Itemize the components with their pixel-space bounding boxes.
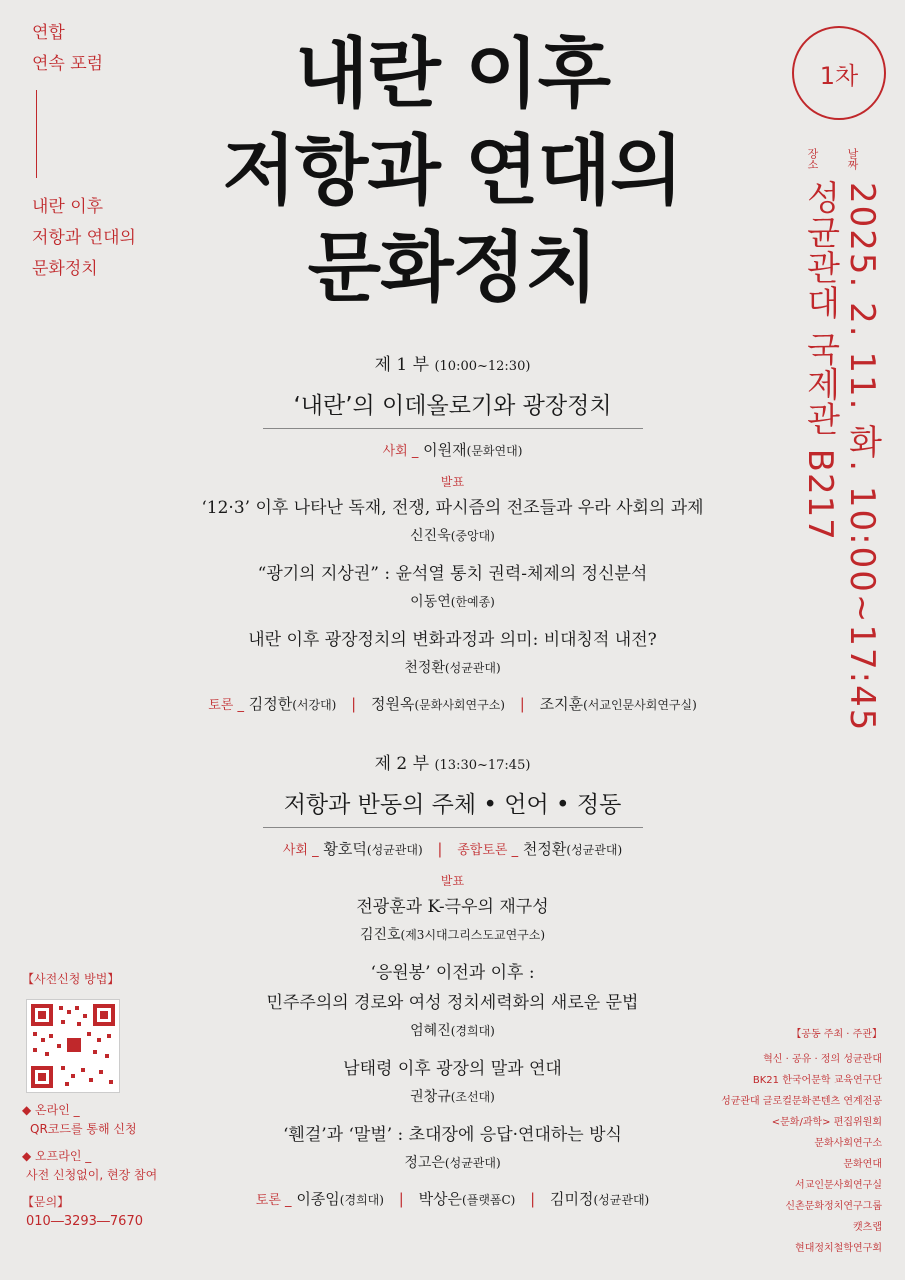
host-item: BK21 한국어문학 교육연구단 [752,1075,882,1086]
presentations-label: 발표 [440,874,465,888]
presenter [150,922,755,948]
presenter-name: 김진호 [359,927,401,943]
host-item: 캣츠랩 [853,1222,882,1233]
presenter-name: 천정환 [404,660,445,676]
theme-line2: 저항과 연대의 [32,228,136,248]
divider [36,90,37,178]
talk-title: ‘휀걸’과 ‘말벌’ : 초대장에 응답·연대하는 방식 [283,1125,622,1145]
discussant-name: 김정한 [248,695,293,713]
moderator-label: 사회 _ [382,444,419,459]
separator: | [398,1190,404,1208]
online-method: QR코드를 통해 신청 [30,1122,137,1136]
presenter [150,655,755,681]
talk-title: 남태령 이후 광장의 말과 연대 [343,1059,562,1079]
discussant-aff: (플랫폼C) [462,1193,516,1207]
session1-header [150,350,755,382]
host-item: 혁신 · 공유 · 정의 성균관대 [763,1054,882,1065]
general-discussion-label: 종합토론 _ [457,843,519,858]
offline-method: 사전 신청없이, 현장 참여 [26,1168,158,1182]
discussant-aff: (성균관대) [593,1193,650,1207]
discussant-aff: (서강대) [292,698,337,712]
session2-time: (13:30~17:45) [434,758,531,773]
host-item: 성균관대 글로컬문화콘텐츠 연계전공 [721,1096,882,1107]
event-place: 성균관대 국제관 B217 [800,180,840,541]
title-line2: 저항과 연대의 [222,126,683,215]
host-item: 서교인문사회연구실 [795,1180,882,1191]
talk-title: 내란 이후 광장정치의 변화과정과 의미: 비대칭적 내전? [248,630,657,650]
presenter-aff: (조선대) [450,1090,495,1104]
discussant-aff: (경희대) [339,1193,384,1207]
presenter [150,589,755,615]
moderator-label: 사회 _ [282,843,319,858]
presenter-aff: (제3시대그리스도교연구소) [400,928,546,942]
general-discussant-aff: (성균관대) [566,843,623,857]
series-line2: 연속 포럼 [32,54,104,74]
moderator-aff: (문화연대) [466,444,523,458]
session2-header [150,749,755,781]
separator: | [437,840,443,858]
talk-subtitle: 민주주의의 경로와 여성 정치세력화의 새로운 문법 [266,993,639,1013]
qr-code[interactable] [26,999,120,1093]
separator: | [530,1190,536,1208]
talk-title: 전광훈과 K-극우의 재구성 [356,897,549,917]
session2-title: 저항과 반동의 주체 • 언어 • 정동 [263,787,643,828]
talk-title: “광기의 지상권” : 윤석열 통치 권력-체제의 정신분석 [257,564,648,584]
host-item: 문화연대 [843,1159,882,1170]
session1-label: 제 1 부 [374,355,430,375]
program [150,350,755,1214]
event-date: 2025. 2. 11. 화. 10:00~17:45 [842,182,882,733]
moderator-name: 이원재 [423,441,467,459]
host-item: 현대정치철학연구회 [795,1243,882,1254]
talk-title: ‘응원봉’ 이전과 이후 : [370,963,535,983]
moderator-aff: (성균관대) [366,843,423,857]
title-line1: 내란 이후 [294,29,611,118]
presenter [150,1084,755,1110]
main-title [160,25,745,316]
presenter-aff: (중앙대) [450,529,495,543]
separator: | [519,695,525,713]
discussion-label: 토론 _ [208,698,244,713]
session2-discussion [150,1186,755,1214]
presenter-aff: (성균관대) [444,1156,501,1170]
presenter-name: 권창규 [410,1089,451,1105]
separator: | [351,695,357,713]
online-label: ◆ 온라인 _ [22,1103,80,1117]
presenter-aff: (성균관대) [444,661,501,675]
contact-phone: 010―3293―7670 [26,1214,143,1229]
registration-info [22,970,192,1231]
contact-label: 【문의】 [22,1195,70,1209]
hosts [700,1024,882,1259]
discussant-aff: (서교인문사회연구실) [583,698,697,712]
session1-time: (10:00~12:30) [434,359,531,374]
discussant-name: 김미정 [550,1190,594,1208]
series-line1: 연합 [32,23,65,43]
session1-moderator [150,437,755,465]
presenter-aff: (경희대) [450,1024,495,1038]
host-item: 신촌문화정치연구그룹 [785,1201,882,1212]
presentations-label: 발표 [440,475,465,489]
hosts-title: 【공동 주최 · 주관】 [791,1029,882,1040]
qr-code-icon [27,1000,119,1092]
presenter-name: 정고은 [404,1155,445,1171]
presenter [150,523,755,549]
discussant-name: 정원옥 [370,695,415,713]
presenter-name: 신진욱 [410,528,451,544]
title-line3: 문화정치 [307,223,598,312]
session1-title: ‘내란’의 이데올로기와 광장정치 [263,388,643,429]
moderator-name: 황호덕 [323,840,367,858]
presenter-name: 이동연 [410,594,451,610]
host-item: 문화사회연구소 [814,1138,882,1149]
presenter-aff: (한예종) [450,595,495,609]
presenter-name: 엄혜진 [410,1023,451,1039]
host-item: <문화/과학> 편집위원회 [771,1117,882,1128]
discussant-name: 조지훈 [539,695,584,713]
place-label: 장소 [806,148,819,170]
presenter [150,1018,755,1044]
session2-label: 제 2 부 [374,754,430,774]
discussion-label: 토론 _ [255,1193,292,1208]
discussant-name: 이종임 [296,1190,340,1208]
talk-title: ‘12·3’ 이후 나타난 독재, 전쟁, 파시즘의 전조들과 우라 사회의 과제 [201,498,704,518]
date-label: 날짜 [846,148,859,170]
round-badge: 1차 [792,26,886,120]
general-discussant: 천정환 [522,840,567,858]
session2-moderators [150,836,755,864]
registration-title: 【사전신청 방법】 [22,972,120,986]
discussant-aff: (문화사회연구소) [414,698,505,712]
theme-line1: 내란 이후 [32,197,104,217]
offline-label: ◆ 오프라인 _ [22,1149,92,1163]
session1-discussion [150,691,755,719]
theme-line3: 문화정치 [32,259,98,279]
discussant-name: 박상은 [418,1190,463,1208]
presenter [150,1150,755,1176]
